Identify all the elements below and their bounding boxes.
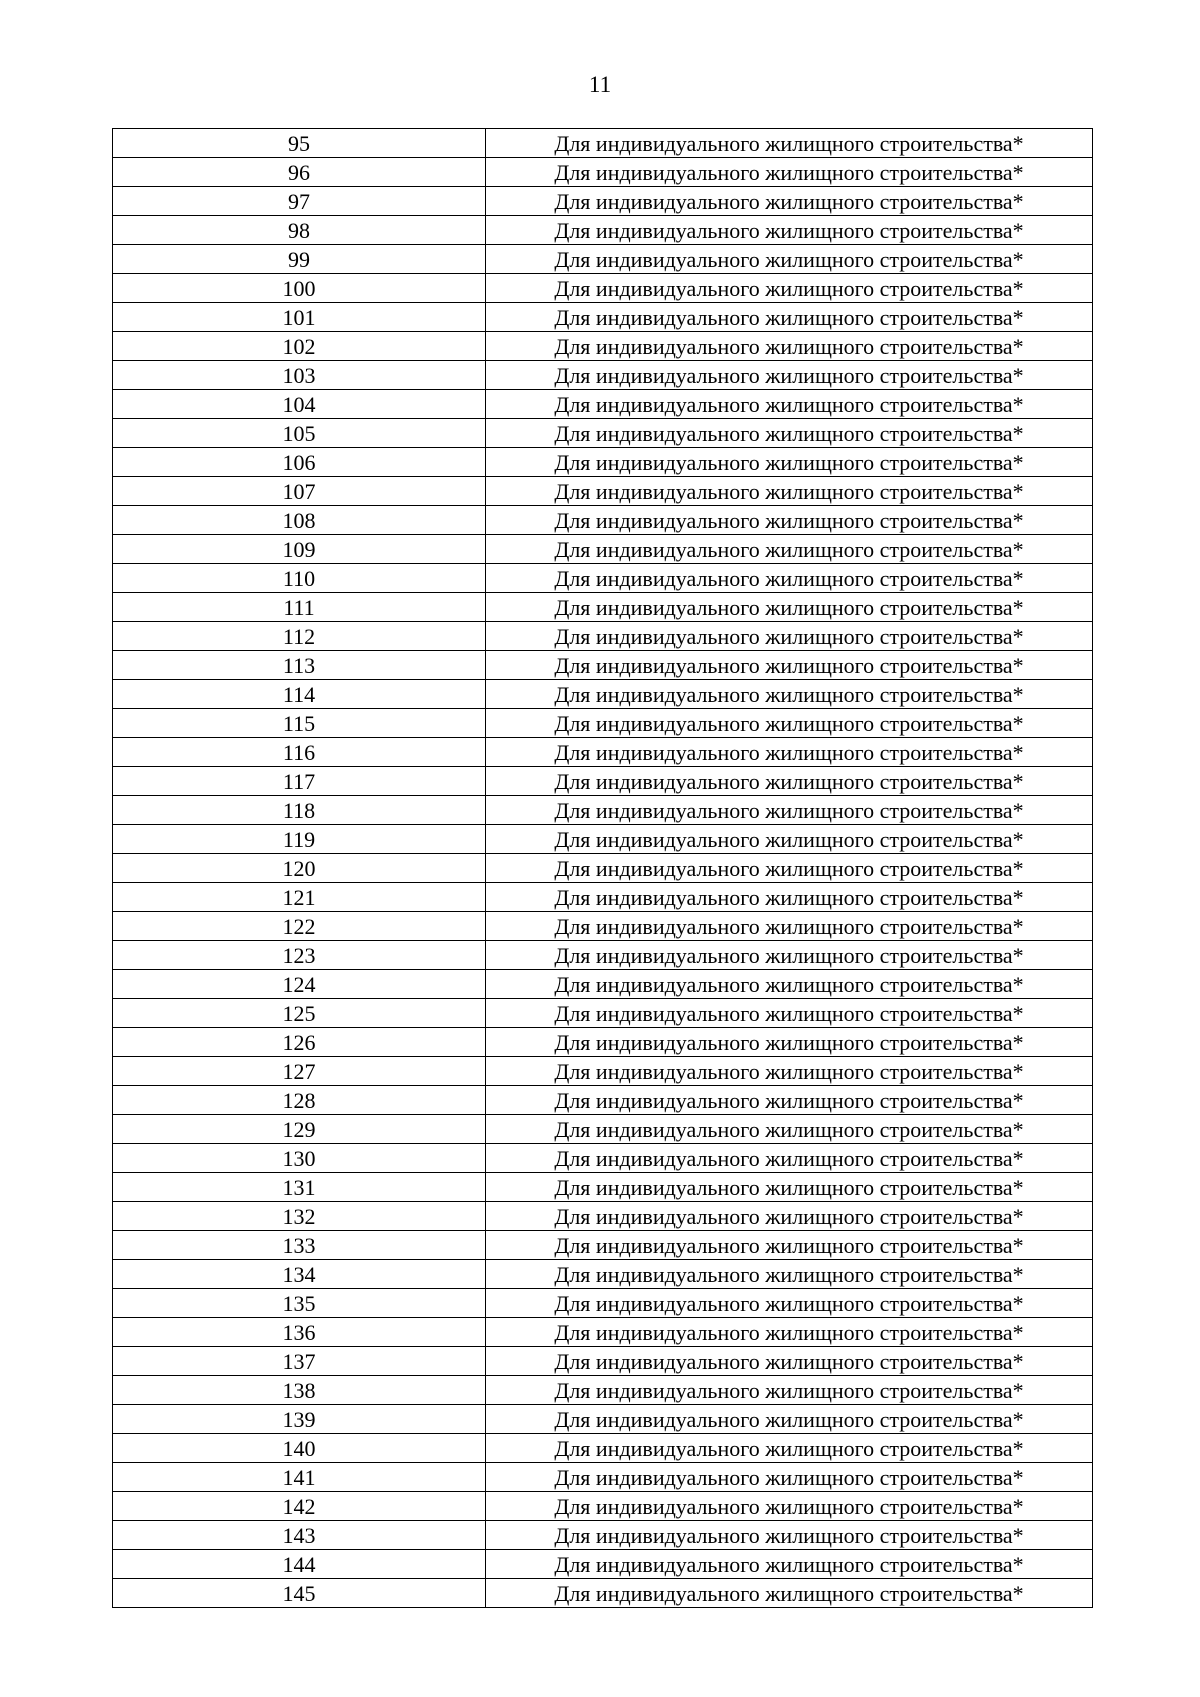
table-row (113, 1115, 1093, 1144)
purpose-cell: Для индивидуального жилищного строительства* (486, 1463, 1093, 1492)
table-row (113, 303, 1093, 332)
purpose-cell: Для индивидуального жилищного строительства* (486, 1521, 1093, 1550)
row-number-cell: 118 (113, 796, 486, 825)
table-row (113, 912, 1093, 941)
table-row (113, 796, 1093, 825)
purpose-cell: Для индивидуального жилищного строительства* (486, 1173, 1093, 1202)
purpose-cell: Для индивидуального жилищного строительства* (486, 1579, 1093, 1608)
table-row (113, 158, 1093, 187)
row-number-cell: 117 (113, 767, 486, 796)
purpose-cell: Для индивидуального жилищного строительства* (486, 1376, 1093, 1405)
purpose-cell: Для индивидуального жилищного строительства* (486, 651, 1093, 680)
row-number-cell: 124 (113, 970, 486, 999)
row-number-cell: 115 (113, 709, 486, 738)
purpose-cell: Для индивидуального жилищного строительства* (486, 216, 1093, 245)
row-number-cell: 139 (113, 1405, 486, 1434)
table-row (113, 622, 1093, 651)
table-row (113, 825, 1093, 854)
table-row (113, 1434, 1093, 1463)
purpose-cell: Для индивидуального жилищного строительства* (486, 825, 1093, 854)
row-number-cell: 129 (113, 1115, 486, 1144)
purpose-cell: Для индивидуального жилищного строительства* (486, 1289, 1093, 1318)
row-number-cell: 126 (113, 1028, 486, 1057)
purpose-cell: Для индивидуального жилищного строительства* (486, 1347, 1093, 1376)
row-number-cell: 121 (113, 883, 486, 912)
purpose-cell: Для индивидуального жилищного строительства* (486, 361, 1093, 390)
row-number-cell: 105 (113, 419, 486, 448)
row-number-cell: 95 (113, 129, 486, 158)
purpose-cell: Для индивидуального жилищного строительства* (486, 941, 1093, 970)
purpose-cell: Для индивидуального жилищного строительства* (486, 1492, 1093, 1521)
row-number-cell: 103 (113, 361, 486, 390)
purpose-cell: Для индивидуального жилищного строительства* (486, 303, 1093, 332)
table-body (113, 129, 1093, 1608)
purpose-cell: Для индивидуального жилищного строительства* (486, 390, 1093, 419)
purpose-cell: Для индивидуального жилищного строительства* (486, 477, 1093, 506)
table-row (113, 1550, 1093, 1579)
row-number-cell: 111 (113, 593, 486, 622)
table-row (113, 941, 1093, 970)
table-row (113, 187, 1093, 216)
table-row (113, 245, 1093, 274)
row-number-cell: 98 (113, 216, 486, 245)
table-row (113, 1492, 1093, 1521)
table-row (113, 1028, 1093, 1057)
table-row (113, 1463, 1093, 1492)
table-row (113, 390, 1093, 419)
purpose-cell: Для индивидуального жилищного строительства* (486, 187, 1093, 216)
table-row (113, 999, 1093, 1028)
row-number-cell: 132 (113, 1202, 486, 1231)
row-number-cell: 125 (113, 999, 486, 1028)
row-number-cell: 116 (113, 738, 486, 767)
table-row (113, 651, 1093, 680)
purpose-cell: Для индивидуального жилищного строительства* (486, 1231, 1093, 1260)
purpose-cell: Для индивидуального жилищного строительства* (486, 1434, 1093, 1463)
table-row (113, 1579, 1093, 1608)
row-number-cell: 120 (113, 854, 486, 883)
purpose-cell: Для индивидуального жилищного строительства* (486, 767, 1093, 796)
purpose-cell: Для индивидуального жилищного строительства* (486, 245, 1093, 274)
table-row (113, 767, 1093, 796)
table-row (113, 1144, 1093, 1173)
row-number-cell: 110 (113, 564, 486, 593)
table-row (113, 506, 1093, 535)
table-row (113, 1376, 1093, 1405)
row-number-cell: 143 (113, 1521, 486, 1550)
row-number-cell: 138 (113, 1376, 486, 1405)
row-number-cell: 137 (113, 1347, 486, 1376)
table-row (113, 1347, 1093, 1376)
row-number-cell: 109 (113, 535, 486, 564)
table-row (113, 1173, 1093, 1202)
row-number-cell: 97 (113, 187, 486, 216)
table-row (113, 361, 1093, 390)
row-number-cell: 100 (113, 274, 486, 303)
row-number-cell: 102 (113, 332, 486, 361)
purpose-cell: Для индивидуального жилищного строительства* (486, 129, 1093, 158)
row-number-cell: 131 (113, 1173, 486, 1202)
row-number-cell: 142 (113, 1492, 486, 1521)
table-row (113, 1318, 1093, 1347)
table-row (113, 477, 1093, 506)
page-number: 11 (588, 72, 612, 97)
purpose-cell: Для индивидуального жилищного строительства* (486, 999, 1093, 1028)
purpose-cell: Для индивидуального жилищного строительства* (486, 158, 1093, 187)
purpose-cell: Для индивидуального жилищного строительства* (486, 274, 1093, 303)
row-number-cell: 144 (113, 1550, 486, 1579)
table-row (113, 216, 1093, 245)
table-row (113, 883, 1093, 912)
purpose-cell: Для индивидуального жилищного строительства* (486, 1202, 1093, 1231)
row-number-cell: 99 (113, 245, 486, 274)
purpose-cell: Для индивидуального жилищного строительства* (486, 796, 1093, 825)
row-number-cell: 134 (113, 1260, 486, 1289)
row-number-cell: 114 (113, 680, 486, 709)
purpose-cell: Для индивидуального жилищного строительства* (486, 448, 1093, 477)
row-number-cell: 127 (113, 1057, 486, 1086)
row-number-cell: 112 (113, 622, 486, 651)
purpose-cell: Для индивидуального жилищного строительства* (486, 1550, 1093, 1579)
purpose-cell: Для индивидуального жилищного строительства* (486, 1260, 1093, 1289)
purpose-cell: Для индивидуального жилищного строительства* (486, 709, 1093, 738)
purpose-cell: Для индивидуального жилищного строительства* (486, 738, 1093, 767)
row-number-cell: 135 (113, 1289, 486, 1318)
row-number-cell: 123 (113, 941, 486, 970)
purpose-cell: Для индивидуального жилищного строительства* (486, 854, 1093, 883)
purpose-cell: Для индивидуального жилищного строительства* (486, 1115, 1093, 1144)
row-number-cell: 119 (113, 825, 486, 854)
table-row (113, 1202, 1093, 1231)
table-row (113, 738, 1093, 767)
purpose-cell: Для индивидуального жилищного строительства* (486, 332, 1093, 361)
row-number-cell: 140 (113, 1434, 486, 1463)
table-row (113, 1231, 1093, 1260)
purpose-cell: Для индивидуального жилищного строительства* (486, 593, 1093, 622)
purpose-cell: Для индивидуального жилищного строительства* (486, 1144, 1093, 1173)
purpose-cell: Для индивидуального жилищного строительства* (486, 419, 1093, 448)
purpose-cell: Для индивидуального жилищного строительства* (486, 680, 1093, 709)
row-number-cell: 107 (113, 477, 486, 506)
row-number-cell: 141 (113, 1463, 486, 1492)
table-row (113, 970, 1093, 999)
purpose-cell: Для индивидуального жилищного строительства* (486, 622, 1093, 651)
purpose-cell: Для индивидуального жилищного строительства* (486, 564, 1093, 593)
purpose-cell: Для индивидуального жилищного строительства* (486, 912, 1093, 941)
table-row (113, 593, 1093, 622)
table-row (113, 419, 1093, 448)
row-number-cell: 133 (113, 1231, 486, 1260)
table-row (113, 1405, 1093, 1434)
row-number-cell: 106 (113, 448, 486, 477)
row-number-cell: 145 (113, 1579, 486, 1608)
row-number-cell: 136 (113, 1318, 486, 1347)
table-row (113, 332, 1093, 361)
purpose-cell: Для индивидуального жилищного строительства* (486, 970, 1093, 999)
table-row (113, 680, 1093, 709)
purpose-cell: Для индивидуального жилищного строительства* (486, 506, 1093, 535)
purpose-cell: Для индивидуального жилищного строительства* (486, 1318, 1093, 1347)
table-row (113, 854, 1093, 883)
table-row (113, 1086, 1093, 1115)
table-row (113, 274, 1093, 303)
row-number-cell: 130 (113, 1144, 486, 1173)
table-row (113, 129, 1093, 158)
table-row (113, 1260, 1093, 1289)
purpose-cell: Для индивидуального жилищного строительства* (486, 1086, 1093, 1115)
purpose-cell: Для индивидуального жилищного строительства* (486, 1405, 1093, 1434)
table-row (113, 564, 1093, 593)
row-number-cell: 96 (113, 158, 486, 187)
row-number-cell: 101 (113, 303, 486, 332)
table-row (113, 1057, 1093, 1086)
table-row (113, 709, 1093, 738)
row-number-cell: 108 (113, 506, 486, 535)
row-number-cell: 113 (113, 651, 486, 680)
purpose-cell: Для индивидуального жилищного строительства* (486, 883, 1093, 912)
purpose-cell: Для индивидуального жилищного строительства* (486, 1057, 1093, 1086)
table-row (113, 1521, 1093, 1550)
row-number-cell: 122 (113, 912, 486, 941)
purpose-cell: Для индивидуального жилищного строительства* (486, 535, 1093, 564)
table-row (113, 535, 1093, 564)
row-number-cell: 104 (113, 390, 486, 419)
purpose-cell: Для индивидуального жилищного строительства* (486, 1028, 1093, 1057)
row-number-cell: 128 (113, 1086, 486, 1115)
table-row (113, 448, 1093, 477)
land-plots-table (112, 128, 1093, 1608)
table-row (113, 1289, 1093, 1318)
